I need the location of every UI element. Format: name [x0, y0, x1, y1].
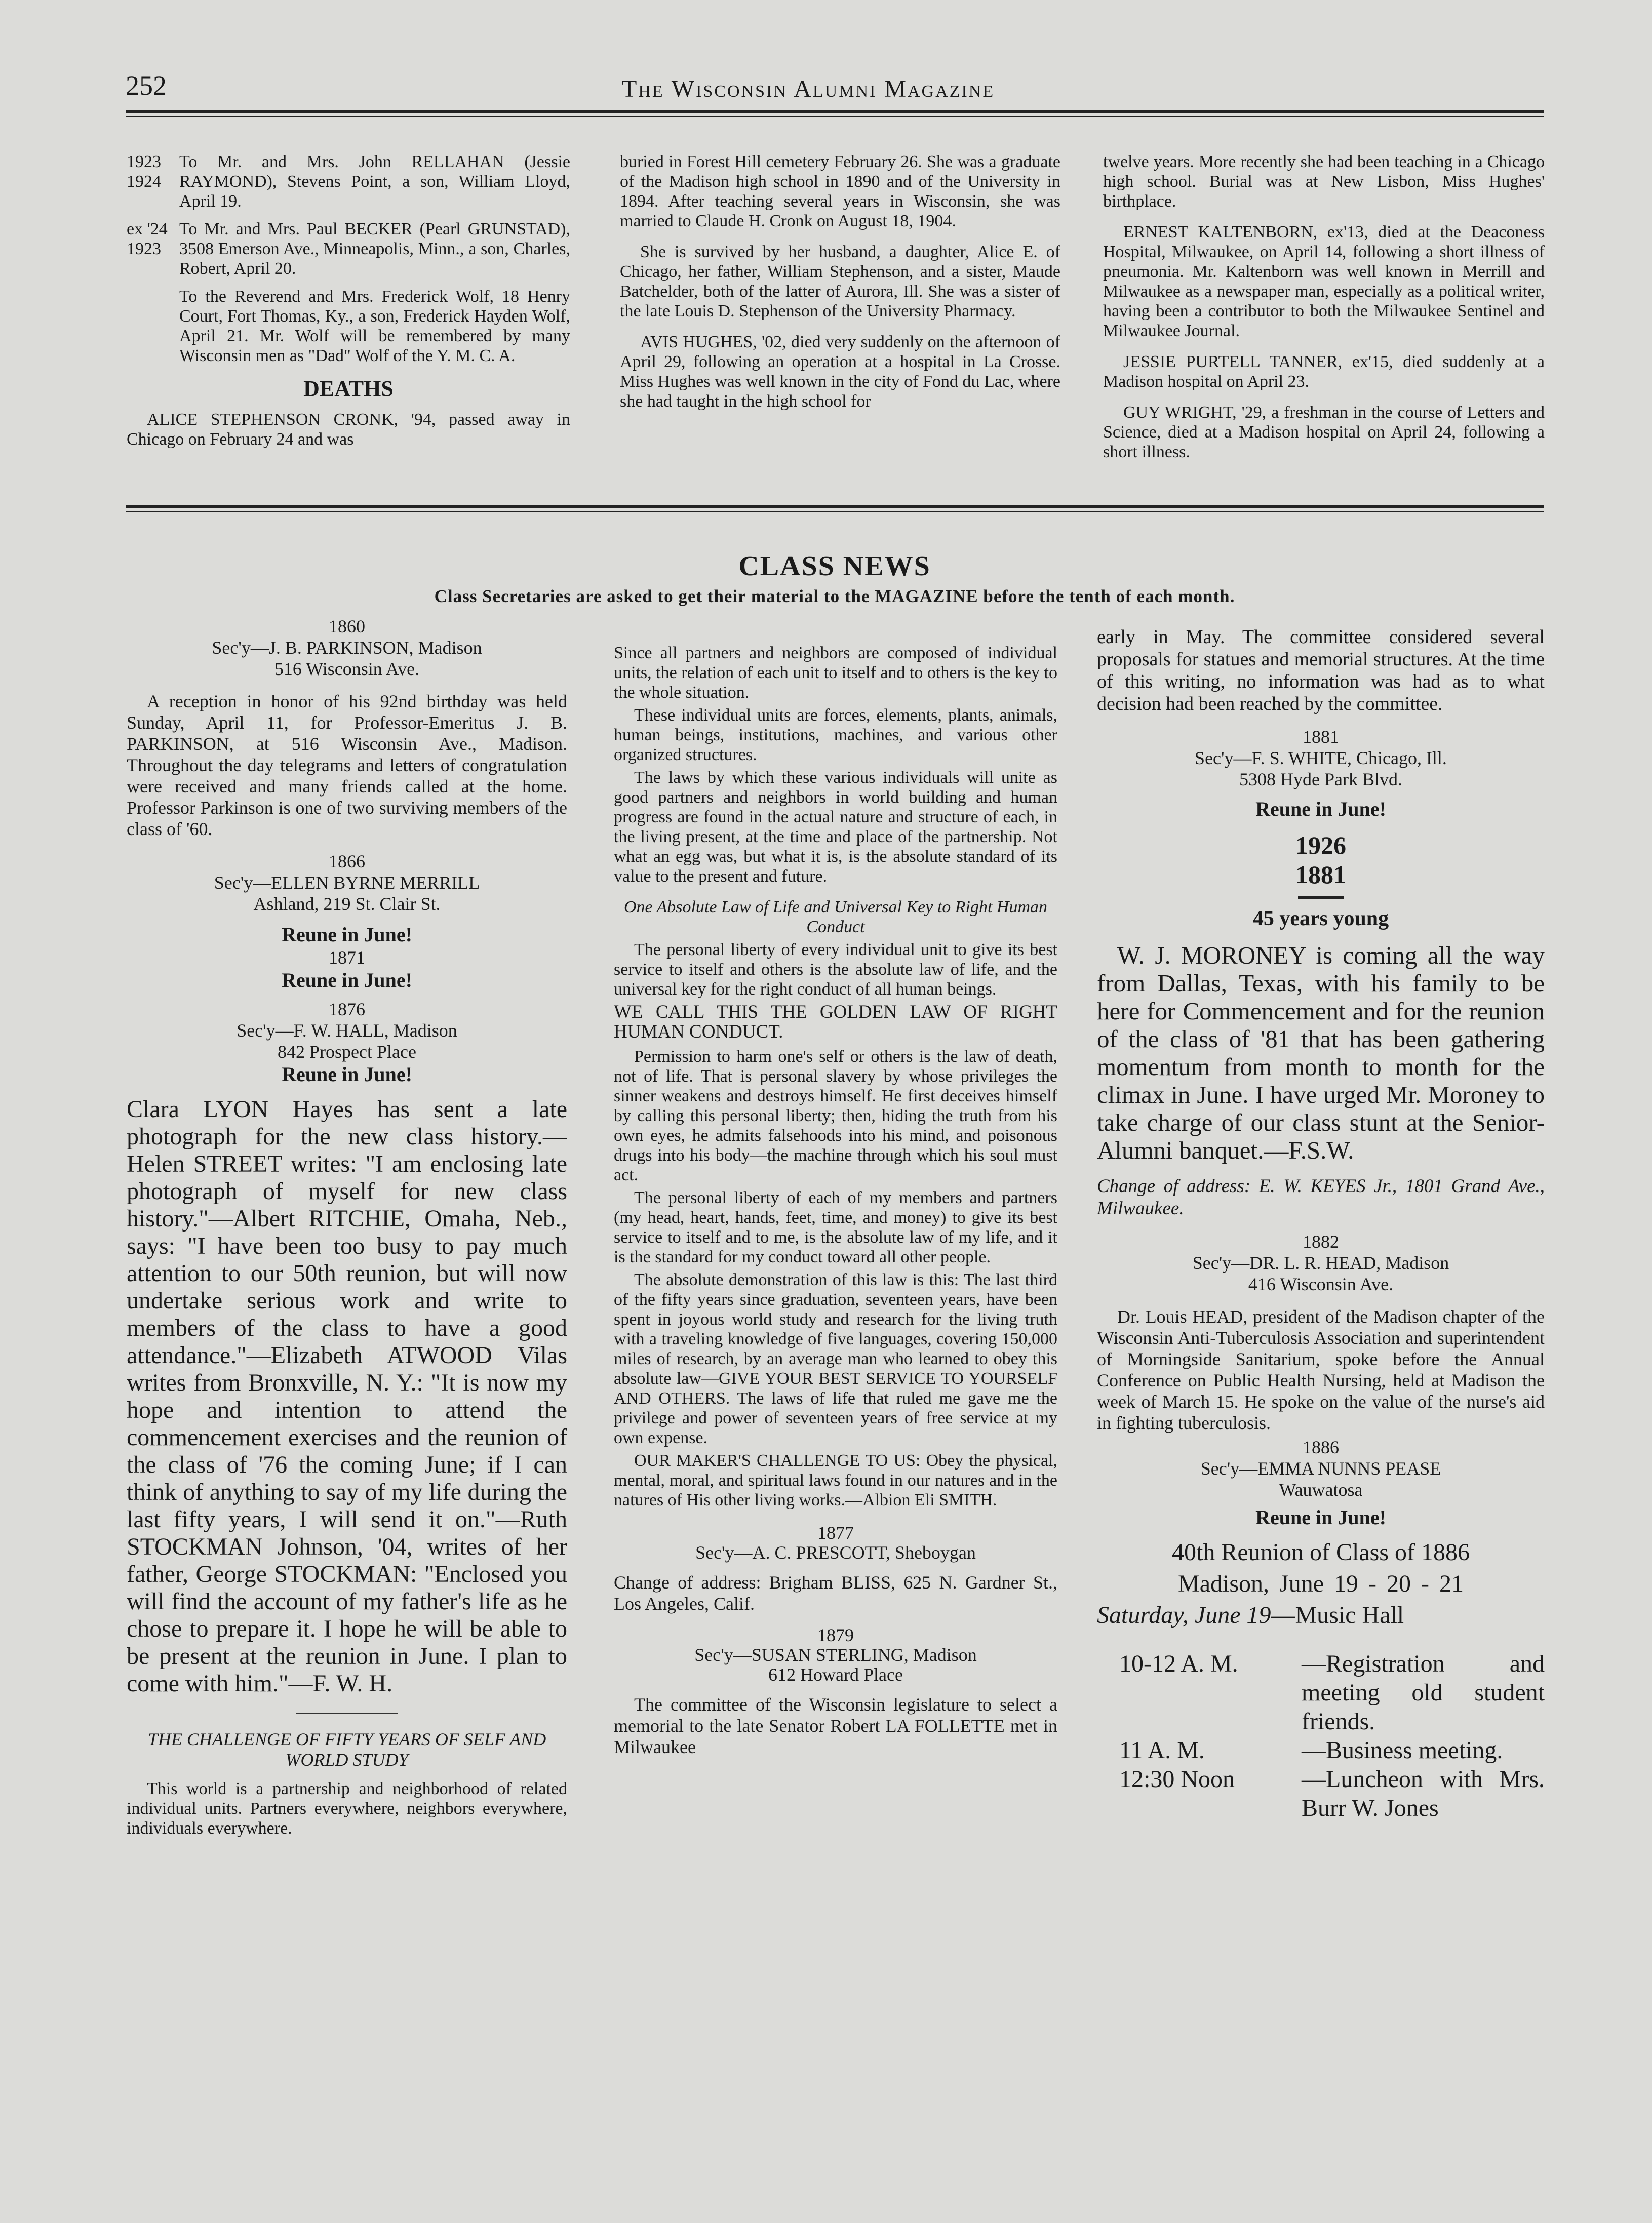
change-of-address: Change of address: Brigham BLISS, 625 N. Gardner St., Los Angeles, Calif. [614, 1572, 1057, 1614]
big-year-1881: 1881 [1295, 860, 1346, 889]
schedule-item: 11 A. M. —Business meeting. [1119, 1737, 1503, 1764]
class-news-paragraph: Dr. Louis HEAD, president of the Madison chapter of the Wisconsin Anti-Tuberculosis Association and superintendent of Morningside Sanitarium, spoke before the Annual Conference on Public Health Nursing, held at Madison the week of March 15. He spoke on the value of the nurse's aid in fighting tuberculosis. [1097, 1306, 1545, 1433]
secretary-address: Ashland, 219 St. Clair St. [253, 894, 441, 914]
obituary-paragraph: ERNEST KALTENBORN, ex'13, died at the Deaconess Hospital, Milwaukee, on April 14, following a short illness of pneumonia. Mr. Kaltenborn was well known in Merrill and Milwaukee as a newspaper man, especially as a political writer, having been a contributor to both the Milwaukee Sentinel and Milwaukee Journal. [1103, 223, 1545, 340]
birth-entry: ex '24 1923 To Mr. and Mrs. Paul BECKER (Pearl GRUNSTAD), 3508 Emerson Ave., Minneapolis, Minn., a son, Charles, Robert, April 20. [127, 220, 570, 278]
class-year: 1881 [1303, 727, 1339, 747]
deaths-heading: DEATHS [303, 376, 394, 401]
secretary: Sec'y—DR. L. R. HEAD, Madison [1192, 1253, 1449, 1273]
essay-paragraph: The laws by which these various individuals will unite as good partners and neighbors in world building and human progress are found in the actual nature and structure of each, in the living present, at the time and place of the partnership. Not what an egg was, but what it is, is the absolute standard of its value to the present and future. [614, 768, 1057, 886]
change-of-address: Change of address: E. W. KEYES Jr., 1801 Grand Ave., Milwaukee. [1097, 1176, 1545, 1219]
class-news-paragraph: early in May. The committee considered several proposals for statues and memorial structures. At the time of this writing, no information was had as to what decision had been reached by the committee. [1097, 626, 1545, 714]
class-news-subtitle: Class Secretaries are asked to get their material to the MAGAZINE before the tenth of each month. [434, 586, 1235, 606]
class-year: 1876 [329, 999, 365, 1019]
class-year: 1882 [1303, 1232, 1339, 1252]
law-title: One Absolute Law of Life and Universal Key to Right Human Conduct [623, 898, 1048, 936]
essay-paragraph: The personal liberty of each of my members and partners (my head, heart, hands, feet, time, and money) to give its best service to itself and to me, is the absolute law of my life, and it is the standard for my conduct toward all other people. [614, 1188, 1057, 1266]
class-news-column-2 [614, 643, 1057, 2165]
challenge-title: THE CHALLENGE OF FIFTY YEARS OF SELF AND WORLD STUDY [147, 1729, 546, 1770]
obituary-column [620, 152, 1060, 496]
header-rule [126, 110, 1544, 117]
obituary-paragraph: GUY WRIGHT, '29, a freshman in the course of Letters and Science, died at a Madison hospital on April 24, following a short illness. [1103, 403, 1545, 461]
reunion-title: 40th Reunion of Class of 1886 [1172, 1539, 1470, 1566]
secretary-address: Wauwatosa [1279, 1480, 1363, 1500]
obituary-column-2 [1103, 152, 1545, 496]
obituary-paragraph: JESSIE PURTELL TANNER, ex'15, died suddenly at a Madison hospital on April 23. [1103, 352, 1545, 391]
class-year: 1877 [817, 1523, 854, 1543]
secretary-address: 516 Wisconsin Ave. [274, 659, 420, 679]
schedule [1097, 1649, 1545, 1822]
golden-law: WE CALL THIS THE GOLDEN LAW OF RIGHT HUMAN CONDUCT. [614, 1002, 1057, 1042]
reunion-dates: Madison, June 19 - 20 - 21 [1178, 1570, 1464, 1597]
page-number: 252 [126, 70, 167, 101]
class-news-paragraph: The committee of the Wisconsin legislature to select a memorial to the late Senator Robert LA FOLLETTE met in Milwaukee [614, 1694, 1057, 1757]
obituary-paragraph: twelve years. More recently she had been teaching in a Chicago high school. Burial was at New Lisbon, Miss Hughes' birthplace. [1103, 152, 1545, 211]
schedule-item: 12:30 Noon —Luncheon with Mrs. Burr W. Jones [1119, 1766, 1545, 1821]
reune-slogan: Reune in June! [1255, 1506, 1386, 1529]
secretary-address: 5308 Hyde Park Blvd. [1239, 769, 1402, 789]
secretary: Sec'y—SUSAN STERLING, Madison [694, 1645, 977, 1665]
big-year-1926: 1926 [1295, 831, 1346, 859]
secretary: Sec'y—J. B. PARKINSON, Madison [212, 638, 482, 658]
secretary-address: 612 Howard Place [768, 1664, 903, 1685]
years-young: 45 years young [1252, 907, 1389, 930]
secretary: Sec'y—F. S. WHITE, Chicago, Ill. [1195, 748, 1447, 768]
secretary: Sec'y—EMMA NUNNS PEASE [1200, 1458, 1441, 1479]
section-rule [126, 505, 1544, 512]
essay-paragraph: The personal liberty of every individual unit to give its best service to itself and others is the absolute law of life, and the universal key for the right conduct of all human beings. [614, 940, 1057, 999]
secretary-address: 416 Wisconsin Ave. [1248, 1274, 1394, 1294]
moroney-paragraph: W. J. MORONEY is coming all the way from Dallas, Texas, with his family to be here for Commencement and for the reunion of the class of '81 that has been gathering momentum from month to month for the climax in June. I have urged Mr. Moroney to take charge of our class stunt at the Senior-Alumni banquet.—F.S.W. [1097, 941, 1545, 1164]
birth-entry: To the Reverend and Mrs. Frederick Wolf, 18 Henry Court, Fort Thomas, Ky., a son, Frederick Hayden Wolf, April 21. Mr. Wolf will be remembered by many Wisconsin men as "Dad" Wolf of the Y. M. C. A. [179, 287, 570, 365]
secretary-address: 842 Prospect Place [278, 1042, 416, 1062]
divider [1298, 896, 1344, 899]
birth-entry: 1923 1924 To Mr. and Mrs. John RELLAHAN (Jessie RAYMOND), Stevens Point, a son, William Lloyd, April 19. [127, 152, 570, 211]
obituary-paragraph: buried in Forest Hill cemetery February 26. She was a graduate of the Madison high school in 1890 and of the University in 1894. After teaching several years in Wisconsin, she was married to Claude H. Cronk on August 18, 1904. [620, 152, 1060, 230]
obituary-paragraph: She is survived by her husband, a daughter, Alice E. of Chicago, her father, William Stephenson, and a sister, Maude Batchelder, both of the latter of Aurora, Ill. She was a sister of the late Louis D. Stephenson of the University Pharmacy. [620, 243, 1060, 321]
page-header [126, 70, 1544, 105]
secretary: Sec'y—ELLEN BYRNE MERRILL [214, 872, 480, 893]
death-notice: ALICE STEPHENSON CRONK, '94, passed away in Chicago on February 24 and was [127, 410, 570, 449]
class-year: 1866 [329, 851, 365, 871]
essay-paragraph: These individual units are forces, elements, plants, animals, human beings, institutions, machines, and various other organized structures. [614, 706, 1057, 764]
class-news-title: CLASS NEWS [738, 550, 931, 582]
class-year: 1871 [329, 947, 365, 968]
secretary: Sec'y—F. W. HALL, Madison [237, 1020, 457, 1041]
challenge-text: This world is a partnership and neighborhood of related individual units. Partners everywhere, neighbors everywhere, individuals everywhere. [127, 1779, 567, 1838]
class-year: 1860 [329, 616, 365, 637]
essay-paragraph: The absolute demonstration of this law is this: The last third of the fifty years since graduation, seventeen years, have been spent in joyous world study and research for the living truth with a traveling knowledge of five languages, covering 150,000 miles of research, by an average man who learned to obey this absolute law—GIVE YOUR BEST SERVICE TO YOURSELF AND OTHERS. The laws of life that ruled me gave me the privilege and power of seventeen years of free service at my own expense. [614, 1271, 1057, 1447]
class-1876-letters: Clara LYON Hayes has sent a late photograph for the new class history.—Helen STREET writes: "I am enclosing late photograph of myself for new class history."—Albert RITCHIE, Omaha, Neb., says: "I have been too busy to pay much attention to our 50th reunion, but will now undertake serious work and write to members of the class to have a good attendance."—Elizabeth ATWOOD Vilas writes from Bronxville, N. Y.: "It is now my hope and intention to attend the commencement exercises and the reunion of the class of '76 the coming June; if I can think of anything to say of my life during the last fifty years, I will send it on."—Ruth STOCKMAN Johnson, '04, writes of her father, George STOCKMAN: "Enclosed you will find the account of my father's life as he chose to prepare it. I hope he will be able to be present at the reunion in June. I plan to come with him."—F. W. H. [127, 1096, 567, 1697]
essay-paragraph: Since all partners and neighbors are composed of individual units, the relation of each unit to itself and to others is the key to the whole situation. [614, 644, 1057, 702]
reune-slogan: Reune in June! [1255, 798, 1386, 820]
reune-slogan: Reune in June! [282, 1063, 412, 1086]
magazine-title: The Wisconsin Alumni Magazine [622, 75, 995, 102]
divider [296, 1713, 398, 1714]
class-year: 1879 [817, 1625, 854, 1645]
class-year: 1886 [1303, 1437, 1339, 1457]
obituary-paragraph: AVIS HUGHES, '02, died very suddenly on the afternoon of April 29, following an operation at a hospital in La Crosse. Miss Hughes was well known in the city of Fond du Lac, where she had taught in the high school for [620, 333, 1060, 411]
saturday-line: Saturday, June 19—Music Hall [1097, 1602, 1404, 1629]
reune-slogan: Reune in June! [282, 969, 412, 991]
reune-slogan: Reune in June! [282, 923, 412, 946]
births-deaths-column [127, 152, 570, 496]
schedule-item: 10-12 A. M. —Registration and meeting old student friends. [1119, 1650, 1545, 1735]
class-news-column-3 [1097, 626, 1545, 2165]
essay-paragraph: OUR MAKER'S CHALLENGE TO US: Obey the physical, mental, moral, and spiritual laws found in our natures and in the natures of His other living works.—Albion Eli SMITH. [614, 1451, 1057, 1510]
essay-paragraph: Permission to harm one's self or others is the law of death, not of life. That is personal slavery by whose privileges the sinner weakens and destroys himself. He first deceives himself by calling this personal liberty; then, hiding the truth from his own eyes, he admits falsehoods into his mind, and poisonous drugs into his body—the machine through which his soul must act. [614, 1047, 1057, 1184]
secretary: Sec'y—A. C. PRESCOTT, Sheboygan [695, 1542, 976, 1563]
class-news-column-1 [127, 616, 567, 2165]
class-news-paragraph: A reception in honor of his 92nd birthday was held Sunday, April 11, for Professor-Emeritus J. B. PARKINSON, at 516 Wisconsin Ave., Madison. Throughout the day telegrams and letters of congratulation were received and many friends called at the home. Professor Parkinson is one of two surviving members of the class of '60. [127, 691, 567, 839]
